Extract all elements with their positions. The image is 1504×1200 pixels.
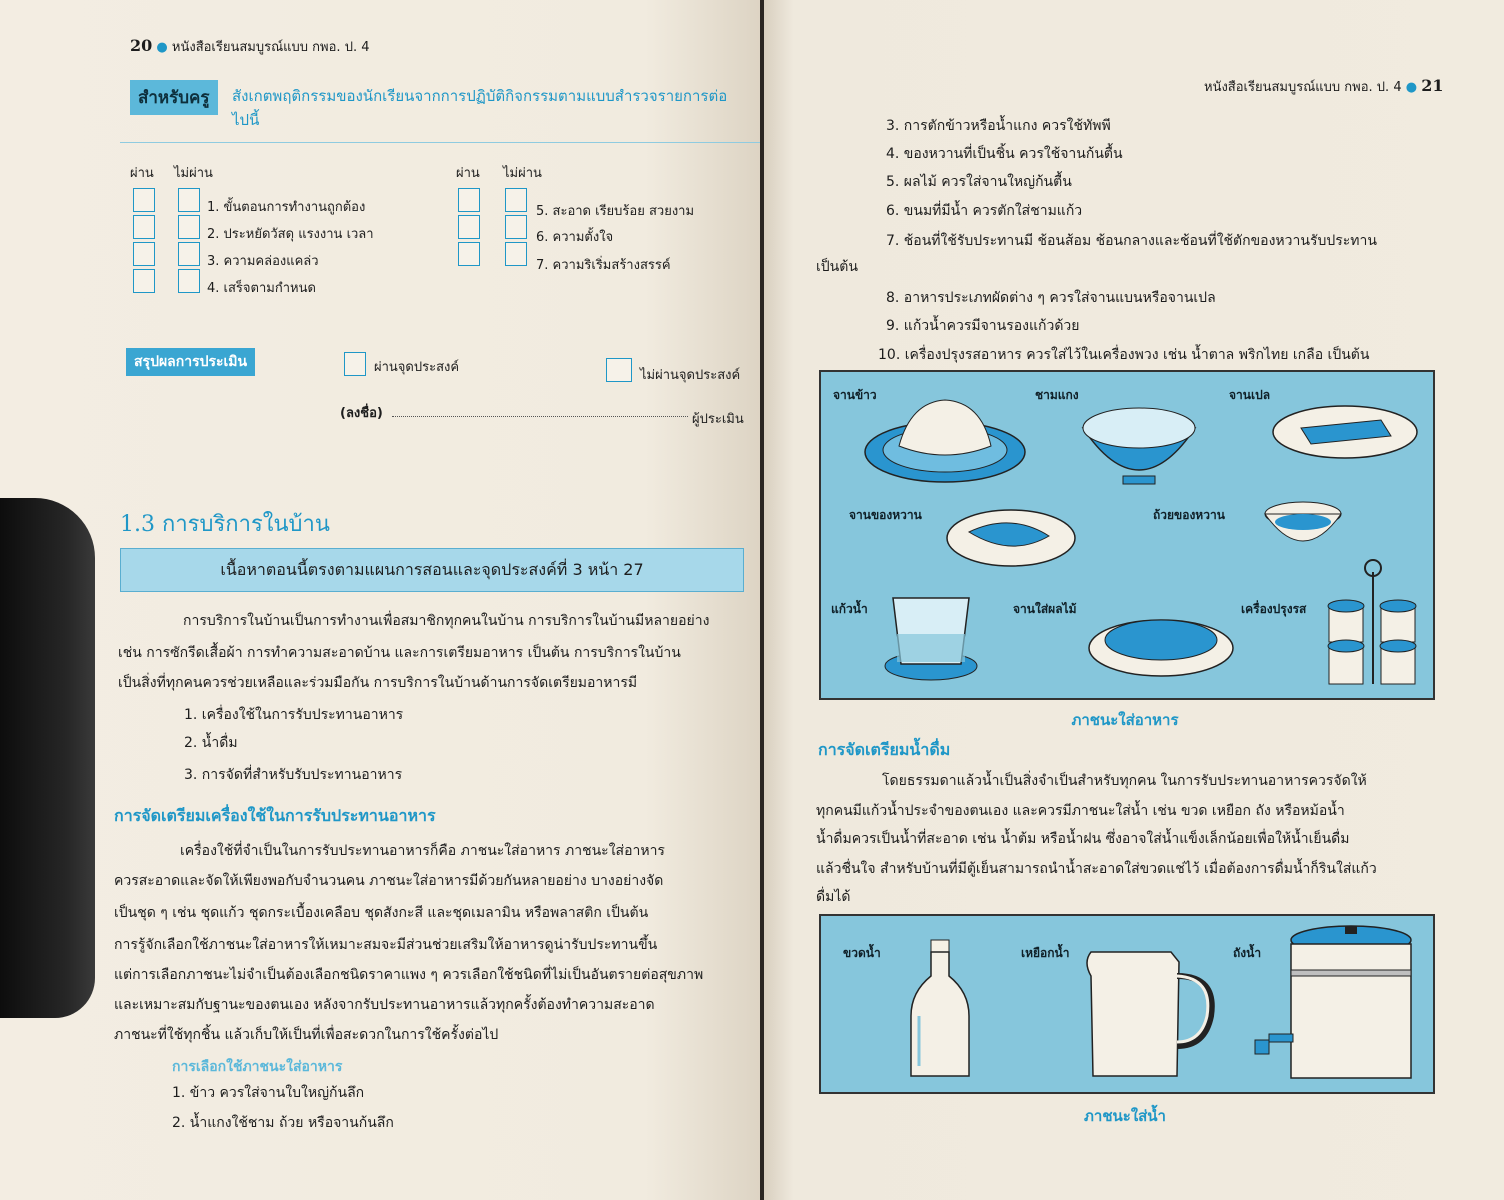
water-jug-icon bbox=[1087, 952, 1212, 1076]
list-item-9: 9. แก้วน้ำควรมีจานรองแก้วด้วย bbox=[886, 318, 1080, 334]
utensils-line-4: การรู้จักเลือกใช้ภาชนะใส่อาหารให้เหมาะสมจะมีส่วนช่วยเสริมให้อาหารดูน่ารับประทานขึ้น bbox=[114, 937, 658, 953]
list-item-8: 8. อาหารประเภทผัดต่าง ๆ ควรใส่จานแบนหรือจานเปล bbox=[886, 290, 1216, 306]
label-oval-plate: จานเปล bbox=[1229, 388, 1271, 402]
water-heading: การจัดเตรียมน้ำดื่ม bbox=[818, 740, 951, 759]
dessert-cup-icon bbox=[1265, 502, 1341, 541]
fruit-plate-icon bbox=[1089, 620, 1233, 676]
minor-heading: การเลือกใช้ภาชนะใส่อาหาร bbox=[172, 1059, 343, 1075]
list-item-5: 5. ผลไม้ ควรใส่จานใหญ่ก้นตื้น bbox=[886, 174, 1072, 190]
signature-line[interactable] bbox=[392, 416, 688, 417]
teacher-tag: สำหรับครู bbox=[130, 80, 218, 115]
label-glass: แก้วน้ำ bbox=[831, 602, 868, 616]
evaluation-tag: สรุปผลการประเมิน bbox=[126, 348, 255, 376]
dessert-plate-icon bbox=[947, 510, 1075, 566]
water-line-2: ทุกคนมีแก้วน้ำประจำของตนเอง และควรมีภาชนะใส่น้ำ เช่น ขวด เหยือก ถัง หรือหม้อน้ำ bbox=[816, 803, 1345, 819]
checkbox-eval-fail[interactable] bbox=[606, 358, 632, 382]
utensils-line-5: แต่การเลือกภาชนะไม่จำเป็นต้องเลือกชนิดราคาแพง ๆ ควรเลือกใช้ชนิดที่ไม่เป็นอันตรายต่อสุขภาพ bbox=[114, 967, 704, 983]
left-page-number: 20 bbox=[130, 36, 153, 55]
oval-plate-icon bbox=[1273, 406, 1417, 458]
checkbox-pass-7[interactable] bbox=[458, 242, 480, 266]
section-number: 1.3 bbox=[120, 512, 155, 537]
right-page bbox=[764, 0, 1504, 1200]
intro-list-2: 2. น้ำดื่ม bbox=[184, 735, 238, 751]
signature-label: (ลงชื่อ) bbox=[340, 406, 383, 421]
rice-plate-icon bbox=[865, 400, 1025, 482]
checkbox-fail-2[interactable] bbox=[178, 215, 200, 239]
utensils-line-7: ภาชนะที่ใช้ทุกชิ้น แล้วเก็บให้เป็นที่เพื่อสะดวกในการใช้ครั้งต่อไป bbox=[114, 1027, 499, 1043]
list-item-10: 10. เครื่องปรุงรสอาหาร ควรใส่ไว้ในเครื่องพวง เช่น น้ำตาล พริกไทย เกลือ เป็นต้น bbox=[878, 347, 1370, 363]
pass-header-2: ผ่าน bbox=[456, 166, 480, 181]
utensils-line-6: และเหมาะสมกับฐานะของตนเอง หลังจากรับประทานอาหารแล้วทุกครั้งต้องทำความสะอาด bbox=[114, 997, 655, 1013]
intro-line-3: เป็นสิ่งที่ทุกคนควรช่วยเหลือและร่วมมือกัน การบริการในบ้านด้านการจัดเตรียมอาหารมี bbox=[118, 675, 638, 691]
checklist-item-6: 6. ความตั้งใจ bbox=[536, 230, 614, 245]
label-dessert-cup: ถ้วยของหวาน bbox=[1153, 508, 1225, 522]
food-containers-drawing bbox=[821, 372, 1433, 698]
left-running-head bbox=[130, 36, 369, 57]
evaluator-label: ผู้ประเมิน bbox=[692, 412, 744, 427]
intro-list-3: 3. การจัดที่สำหรับรับประทานอาหาร bbox=[184, 767, 403, 783]
list-item-4: 4. ของหวานที่เป็นชิ้น ควรใช้จานก้นตื้น bbox=[886, 146, 1123, 162]
minor-list-1: 1. ข้าว ควรใส่จานใบใหญ่ก้นลึก bbox=[172, 1085, 365, 1101]
checkbox-pass-1[interactable] bbox=[133, 188, 155, 212]
checkbox-pass-2[interactable] bbox=[133, 215, 155, 239]
label-tank: ถังน้ำ bbox=[1233, 946, 1262, 960]
label-rice-plate: จานข้าว bbox=[833, 388, 877, 402]
teacher-note: สังเกตพฤติกรรมของนักเรียนจากการปฏิบัติกิจกรรมตามแบบสำรวจรายการต่อไปนี้ bbox=[232, 87, 728, 129]
label-condiment: เครื่องปรุงรส bbox=[1241, 602, 1307, 616]
label-dessert-plate: จานของหวาน bbox=[849, 508, 922, 522]
glass-icon bbox=[885, 598, 977, 680]
intro-line-2: เช่น การซักรีดเสื้อผ้า การทำความสะอาดบ้าน และการเตรียมอาหาร เป็นต้น การบริการในบ้าน bbox=[118, 645, 681, 661]
fail-header: ไม่ผ่าน bbox=[174, 166, 213, 181]
list-item-7: 7. ช้อนที่ใช้รับประทานมี ช้อนส้อม ช้อนกลางและช้อนที่ใช้ตักของหวานรับประทาน bbox=[886, 233, 1377, 249]
bullet-icon: ● bbox=[1405, 80, 1418, 95]
water-line-5: ดื่มได้ bbox=[816, 889, 851, 905]
checklist-item-5: 5. สะอาด เรียบร้อย สวยงาม bbox=[536, 204, 695, 219]
checkbox-fail-7[interactable] bbox=[505, 242, 527, 266]
figure-food-containers bbox=[819, 370, 1435, 700]
label-fruit-plate: จานใส่ผลไม้ bbox=[1013, 602, 1077, 616]
right-page-number: 21 bbox=[1421, 76, 1444, 95]
label-bottle: ขวดน้ำ bbox=[843, 946, 881, 960]
soup-bowl-icon bbox=[1083, 408, 1195, 484]
water-line-4: แล้วชื่นใจ สำหรับบ้านที่มีตู้เย็นสามารถนำน้ำสะอาดใส่ขวดแช่ไว้ เมื่อต้องการดื่มน้ำก็รินใส่แก้ว bbox=[816, 861, 1377, 877]
figure-food-caption: ภาชนะใส่อาหาร bbox=[1071, 711, 1179, 729]
water-line-1: โดยธรรมดาแล้วน้ำเป็นสิ่งจำเป็นสำหรับทุกคน ในการรับประทานอาหารควรจัดให้ bbox=[882, 773, 1367, 789]
intro-line-1: การบริการในบ้านเป็นการทำงานเพื่อสมาชิกทุกคนในบ้าน การบริการในบ้านมีหลายอย่าง bbox=[183, 613, 710, 629]
utensils-line-3: เป็นชุด ๆ เช่น ชุดแก้ว ชุดกระเบื้องเคลือบ ชุดสังกะสี และชุดเมลามิน หรือพลาสติก เป็นต้น bbox=[114, 905, 649, 921]
water-containers-drawing bbox=[821, 916, 1433, 1092]
checkbox-fail-6[interactable] bbox=[505, 215, 527, 239]
checkbox-fail-5[interactable] bbox=[505, 188, 527, 212]
minor-list-2: 2. น้ำแกงใช้ชาม ถ้วย หรือจานก้นลึก bbox=[172, 1115, 394, 1131]
section-title: การบริการในบ้าน bbox=[162, 512, 330, 537]
eval-pass-label: ผ่านจุดประสงค์ bbox=[374, 360, 460, 375]
right-running-title: หนังสือเรียนสมบูรณ์แบบ กพอ. ป. 4 bbox=[1204, 80, 1402, 95]
section-heading bbox=[120, 506, 330, 541]
utensils-line-1: เครื่องใช้ที่จำเป็นในการรับประทานอาหารก็คือ ภาชนะใส่อาหาร ภาชนะใส่อาหาร bbox=[180, 843, 665, 859]
label-jug: เหยือกน้ำ bbox=[1021, 946, 1070, 960]
checkbox-eval-pass[interactable] bbox=[344, 352, 366, 376]
checkbox-pass-6[interactable] bbox=[458, 215, 480, 239]
list-item-6: 6. ขนมที่มีน้ำ ควรตักใส่ชามแก้ว bbox=[886, 203, 1083, 219]
thumb-overlay bbox=[0, 498, 95, 1018]
figure-water-caption: ภาชนะใส่น้ำ bbox=[1084, 1107, 1166, 1125]
checklist-item-7: 7. ความริเริ่มสร้างสรรค์ bbox=[536, 258, 671, 273]
fail-header-2: ไม่ผ่าน bbox=[503, 166, 542, 181]
list-item-7-cont: เป็นต้น bbox=[816, 259, 858, 275]
label-soup-bowl: ชามแกง bbox=[1035, 388, 1079, 402]
checkbox-fail-1[interactable] bbox=[178, 188, 200, 212]
water-tank-icon bbox=[1255, 926, 1411, 1078]
checkbox-fail-4[interactable] bbox=[178, 269, 200, 293]
curriculum-banner: เนื้อหาตอนนี้ตรงตามแผนการสอนและจุดประสงค์ที่ 3 หน้า 27 bbox=[120, 548, 744, 592]
checklist-item-4: 4. เสร็จตามกำหนด bbox=[207, 281, 316, 296]
utensils-heading: การจัดเตรียมเครื่องใช้ในการรับประทานอาหาร bbox=[114, 806, 436, 825]
utensils-line-2: ควรสะอาดและจัดให้เพียงพอกับจำนวนคน ภาชนะใส่อาหารมีด้วยกันหลายอย่าง บางอย่างจัด bbox=[114, 873, 664, 889]
water-bottle-icon bbox=[911, 940, 969, 1076]
right-running-head bbox=[1204, 76, 1443, 97]
checklist-item-2: 2. ประหยัดวัสดุ แรงงาน เวลา bbox=[207, 227, 374, 242]
checklist-item-1: 1. ขั้นตอนการทำงานถูกต้อง bbox=[207, 200, 366, 215]
water-line-3: น้ำดื่มควรเป็นน้ำที่สะอาด เช่น น้ำต้ม หรือน้ำฝน ซึ่งอาจใส่น้ำแข็งเล็กน้อยเพื่อให้น้ำเย็นดื่ม bbox=[816, 831, 1350, 847]
pass-header: ผ่าน bbox=[130, 166, 154, 181]
intro-list-1: 1. เครื่องใช้ในการรับประทานอาหาร bbox=[184, 707, 404, 723]
list-item-3: 3. การตักข้าวหรือน้ำแกง ควรใช้ทัพพี bbox=[886, 118, 1111, 134]
checkbox-pass-3[interactable] bbox=[133, 242, 155, 266]
left-running-title: หนังสือเรียนสมบูรณ์แบบ กพอ. ป. 4 bbox=[171, 40, 370, 55]
checklist-item-3: 3. ความคล่องแคล่ว bbox=[207, 254, 319, 269]
checkbox-pass-5[interactable] bbox=[458, 188, 480, 212]
checkbox-fail-3[interactable] bbox=[178, 242, 200, 266]
condiment-set-icon bbox=[1328, 560, 1416, 684]
divider bbox=[120, 142, 760, 143]
checkbox-pass-4[interactable] bbox=[133, 269, 155, 293]
bullet-icon: ● bbox=[156, 40, 168, 55]
figure-water-containers bbox=[819, 914, 1435, 1094]
eval-fail-label: ไม่ผ่านจุดประสงค์ bbox=[640, 368, 741, 383]
